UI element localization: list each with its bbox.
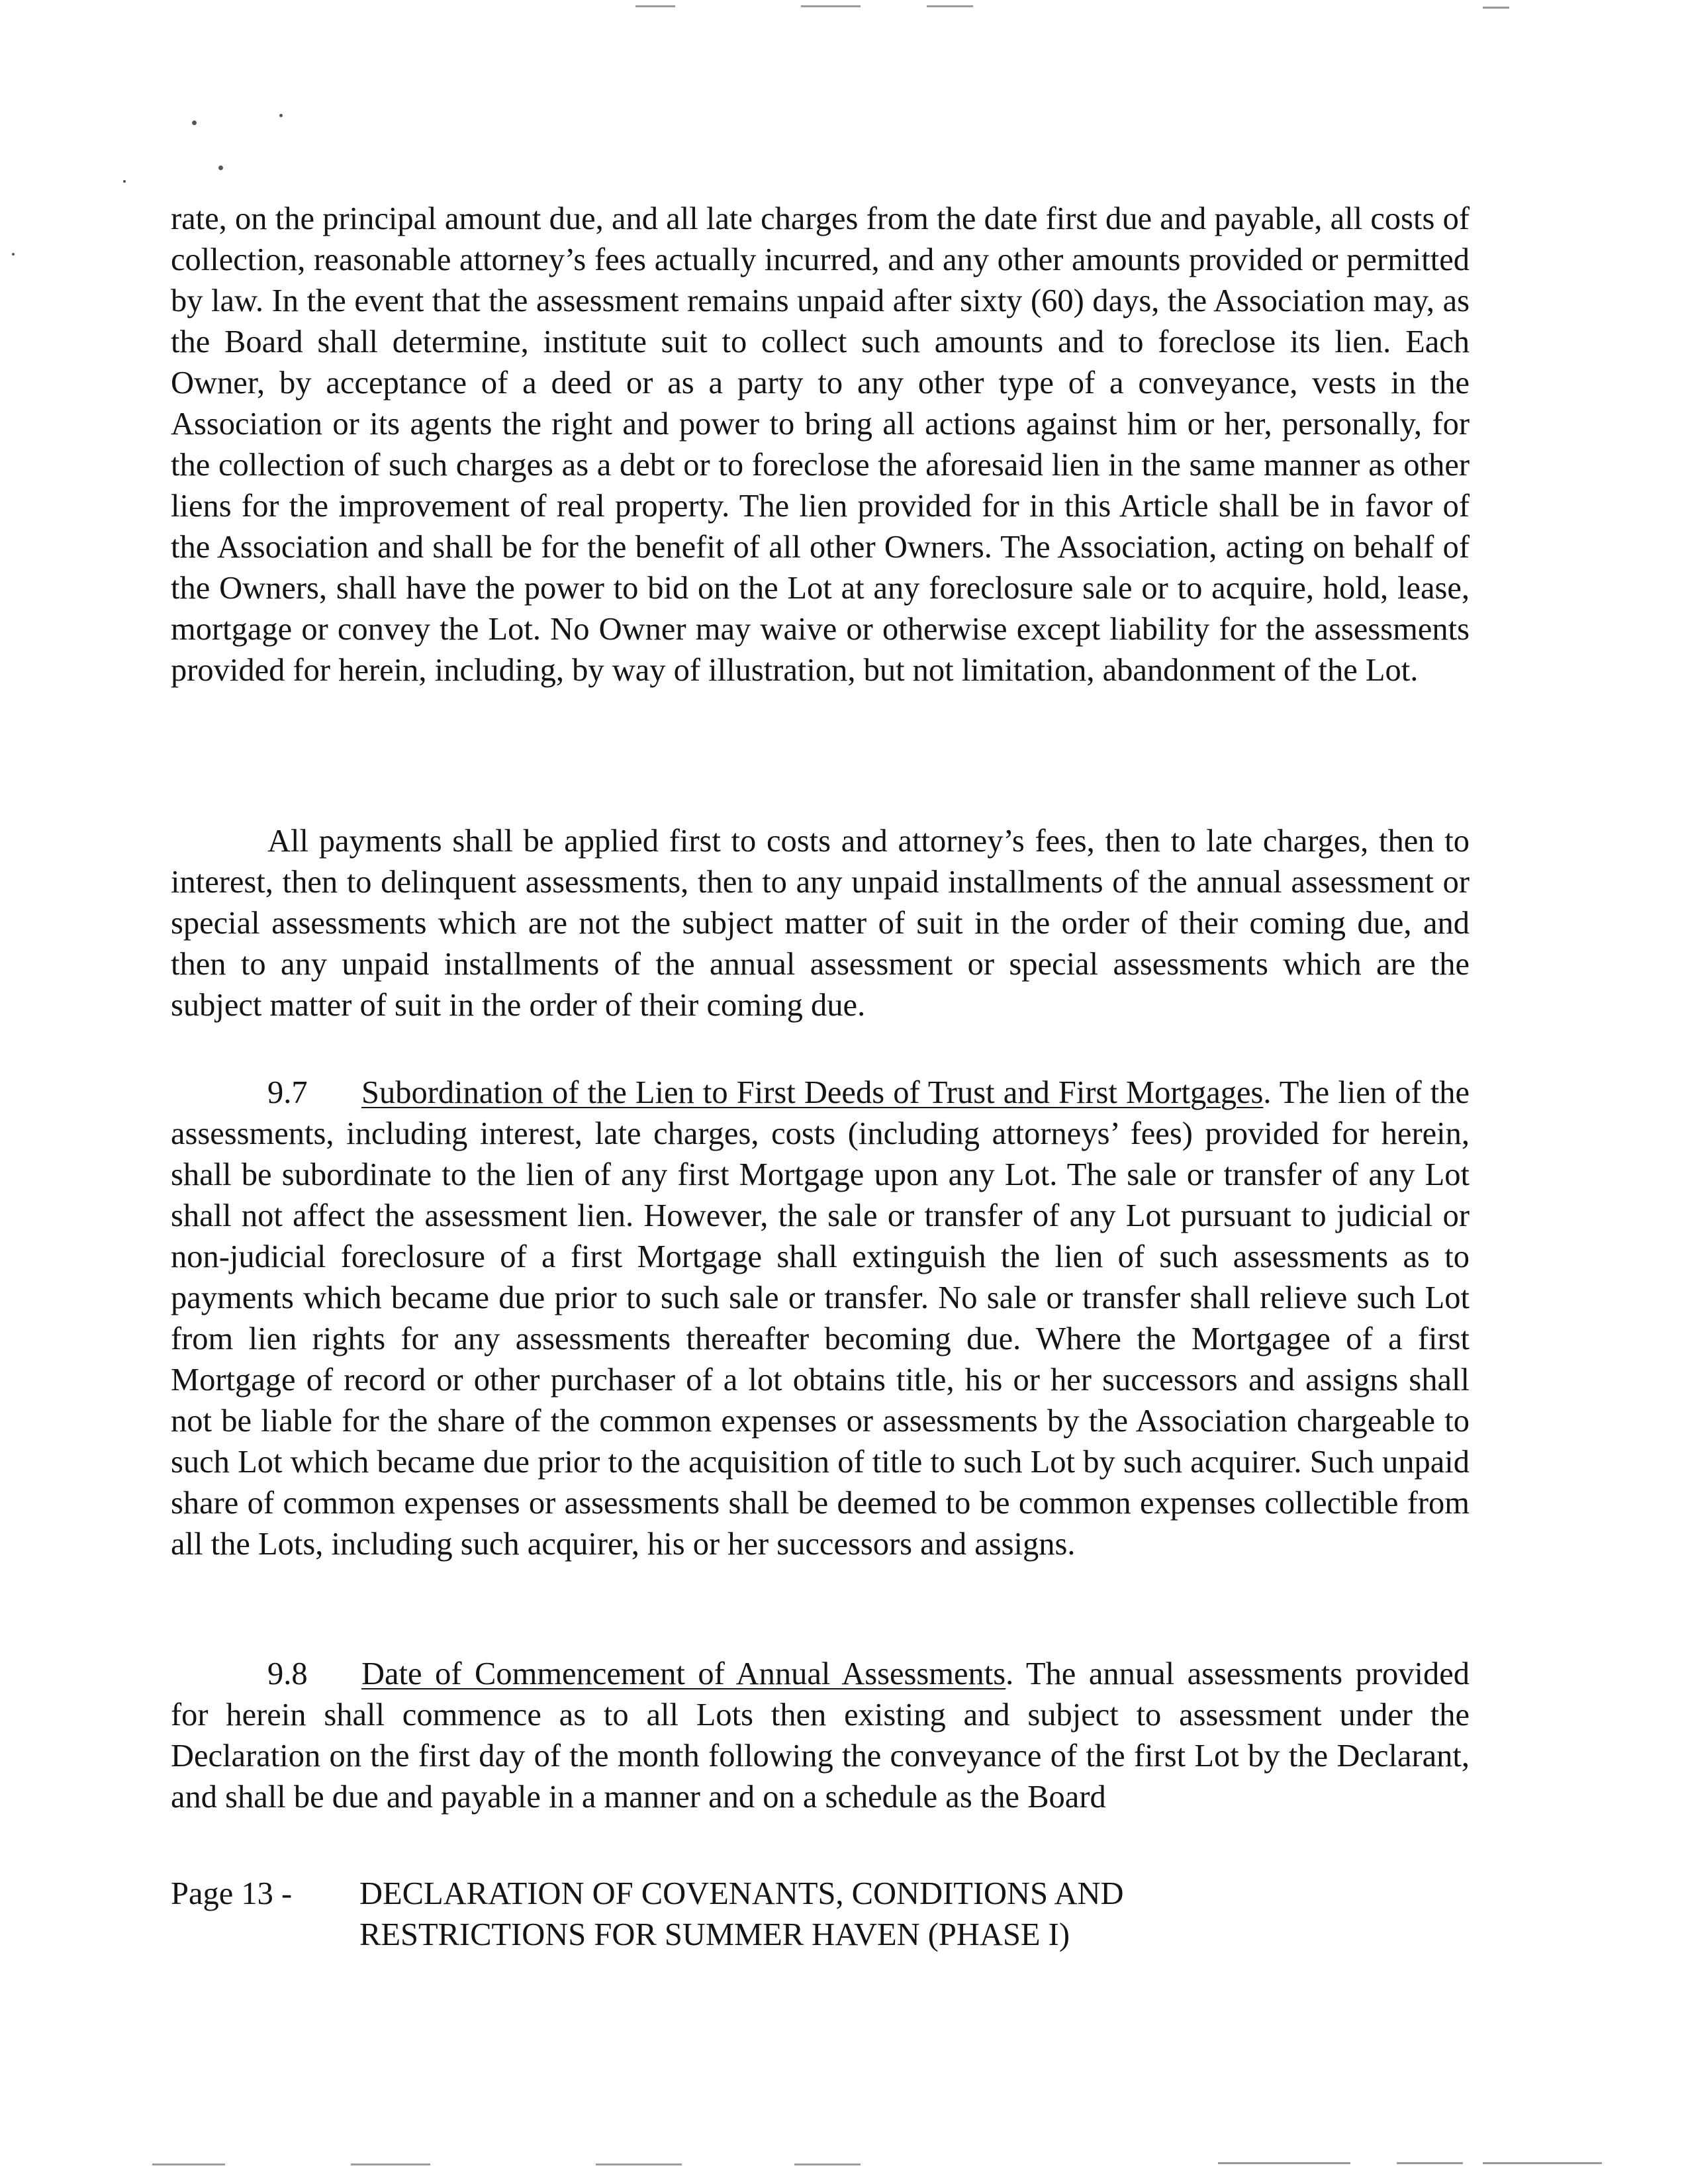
scan-edge-mark bbox=[927, 5, 973, 7]
scan-edge-mark bbox=[152, 2163, 225, 2165]
section-paragraph bbox=[171, 1072, 1470, 1565]
footer-title-line-2: RESTRICTIONS FOR SUMMER HAVEN (PHASE I) bbox=[359, 1917, 1070, 1952]
section-body: . The annual assessments provided for herein shall commence as to all Lots then existing and subject to assessment under the Declaration on the first day of the month following the conveyance of the first Lot by the Declarant, and shall be due and payable in a manner and on a schedule as the Board bbox=[171, 1656, 1470, 1815]
scan-edge-mark bbox=[351, 2163, 430, 2165]
scan-edge-mark bbox=[635, 5, 675, 7]
scan-speck bbox=[218, 166, 223, 170]
footer-page-number: Page 13 - bbox=[171, 1876, 293, 1911]
section-title: Subordination of the Lien to First Deeds of Trust and First Mortgages bbox=[361, 1075, 1264, 1110]
section-9-7 bbox=[171, 1072, 1470, 1565]
scan-speck bbox=[12, 253, 15, 256]
body-paragraph bbox=[171, 199, 1470, 691]
paragraph-text: All payments shall be applied first to costs and attorney’s fees, then to late charges, then to interest, then to delinquent assessments, then to any unpaid installments of the annual assessment or special assessments which are not the subject matter of suit in the order of their coming due, and then to any unpaid installments of the annual assessment or special assessments which are the subject matter of suit in the order of their coming due. bbox=[171, 824, 1470, 1023]
section-title: Date of Commencement of Annual Assessments bbox=[361, 1656, 1006, 1691]
section-number: 9.7 bbox=[267, 1075, 308, 1110]
section-9-8 bbox=[171, 1654, 1470, 1818]
scan-edge-mark bbox=[1483, 7, 1509, 9]
scan-edge-mark bbox=[1218, 2162, 1350, 2164]
scan-edge-mark bbox=[1483, 2162, 1602, 2164]
paragraph-text: rate, on the principal amount due, and all late charges from the date first due and payable, all costs of collection, reasonable attorney’s fees actually incurred, and any other amounts provided or permitted by law. In the event that the assessment remains unpaid after sixty (60) days, the Association may, as the Board shall determine, institute suit to collect such amounts and to foreclose its lien. Each Owner, by acceptance of a deed or as a party to any other type of a conveyance, vests in the Association or its agents the right and power to bring all actions against him or her, personally, for the collection of such charges as a debt or to foreclose the aforesaid lien in the same manner as other liens for the improvement of real property. The lien provided for in this Article shall be in favor of the Association and shall be for the benefit of all other Owners. The Association, acting on behalf of the Owners, shall have the power to bid on the Lot at any foreclosure sale or to acquire, hold, lease, mortgage or convey the Lot. No Owner may waive or otherwise except liability for the assessments provided for herein, including, by way of illustration, but not limitation, abandonment of the Lot. bbox=[171, 201, 1470, 688]
section-number: 9.8 bbox=[267, 1656, 308, 1691]
footer-title-line-1: DECLARATION OF COVENANTS, CONDITIONS AND bbox=[359, 1876, 1124, 1911]
scan-speck bbox=[123, 180, 126, 183]
footer-document-title bbox=[359, 1874, 1286, 1956]
scan-edge-mark bbox=[1397, 2162, 1463, 2164]
page-footer bbox=[171, 1874, 1286, 1956]
scan-edge-mark bbox=[794, 2163, 861, 2165]
section-body: . The lien of the assessments, including interest, late charges, costs (including attorneys’ fees) provided for herein, shall be subordinate to the lien of any first Mortgage upon any Lot. The sale or transfer of any Lot shall not affect the assessment lien. However, the sale or transfer of any Lot pursuant to judicial or non-judicial foreclosure of a first Mortgage shall extinguish the lien of such assessments as to payments which became due prior to such sale or transfer. No sale or transfer shall relieve such Lot from lien rights for any assessments thereafter becoming due. Where the Mortgagee of a first Mortgage of record or other purchaser of a lot obtains title, his or her successors and assigns shall not be liable for the share of the common expenses or assessments by the Association chargeable to such Lot which became due prior to the acquisition of title to such Lot by such acquirer. Such unpaid share of common expenses or assessments shall be deemed to be common expenses collectible from all the Lots, including such acquirer, his or her successors and assigns. bbox=[171, 1075, 1470, 1562]
scan-edge-mark bbox=[596, 2163, 682, 2165]
body-paragraph bbox=[171, 821, 1470, 1026]
scan-edge-mark bbox=[801, 5, 861, 7]
section-paragraph bbox=[171, 1654, 1470, 1818]
scan-speck bbox=[279, 114, 283, 117]
scan-speck bbox=[192, 120, 197, 125]
